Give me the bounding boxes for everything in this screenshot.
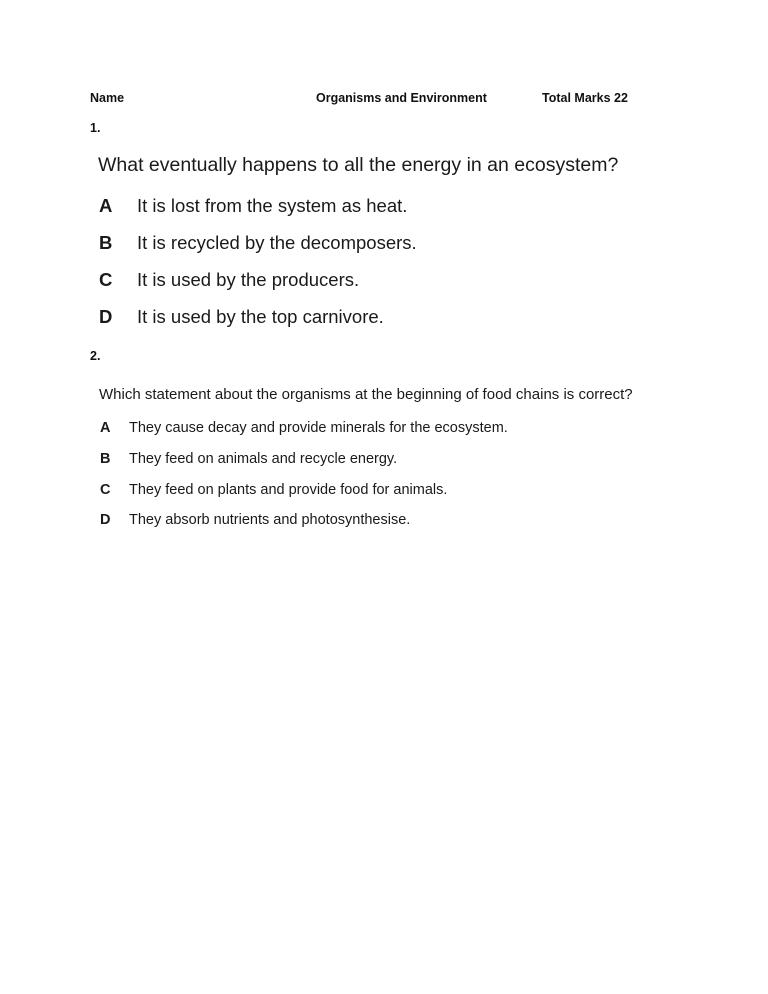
option-letter: C bbox=[99, 269, 113, 290]
option-b bbox=[100, 451, 620, 471]
option-d bbox=[99, 306, 619, 330]
option-a bbox=[100, 420, 620, 440]
question-text: Which statement about the organisms at the beginning of food chains is correct? bbox=[99, 386, 633, 403]
option-a bbox=[99, 195, 619, 219]
option-d bbox=[100, 512, 620, 532]
worksheet-title: Organisms and Environment bbox=[316, 91, 487, 105]
total-marks: Total Marks 22 bbox=[542, 91, 628, 105]
option-text: It is used by the top carnivore. bbox=[137, 306, 384, 327]
option-text: It is recycled by the decomposers. bbox=[137, 232, 417, 253]
option-letter: D bbox=[99, 306, 113, 327]
option-text: It is lost from the system as heat. bbox=[137, 195, 408, 216]
question-number: 2. bbox=[90, 349, 101, 363]
option-letter: B bbox=[100, 451, 111, 467]
option-b bbox=[99, 232, 619, 256]
option-text: They absorb nutrients and photosynthesise. bbox=[129, 512, 411, 528]
option-letter: C bbox=[100, 482, 111, 498]
option-letter: D bbox=[100, 512, 111, 528]
question-text: What eventually happens to all the energy in an ecosystem? bbox=[98, 154, 619, 176]
name-label: Name bbox=[90, 91, 125, 105]
option-letter: B bbox=[99, 232, 113, 253]
option-text: They cause decay and provide minerals for the ecosystem. bbox=[129, 420, 508, 436]
option-letter: A bbox=[99, 195, 113, 216]
option-letter: A bbox=[100, 420, 111, 436]
option-c bbox=[100, 482, 620, 502]
option-text: They feed on animals and recycle energy. bbox=[129, 451, 398, 467]
option-c bbox=[99, 269, 619, 293]
option-text: It is used by the producers. bbox=[137, 269, 360, 290]
question-number: 1. bbox=[90, 121, 101, 135]
option-text: They feed on plants and provide food for animals. bbox=[129, 482, 448, 498]
